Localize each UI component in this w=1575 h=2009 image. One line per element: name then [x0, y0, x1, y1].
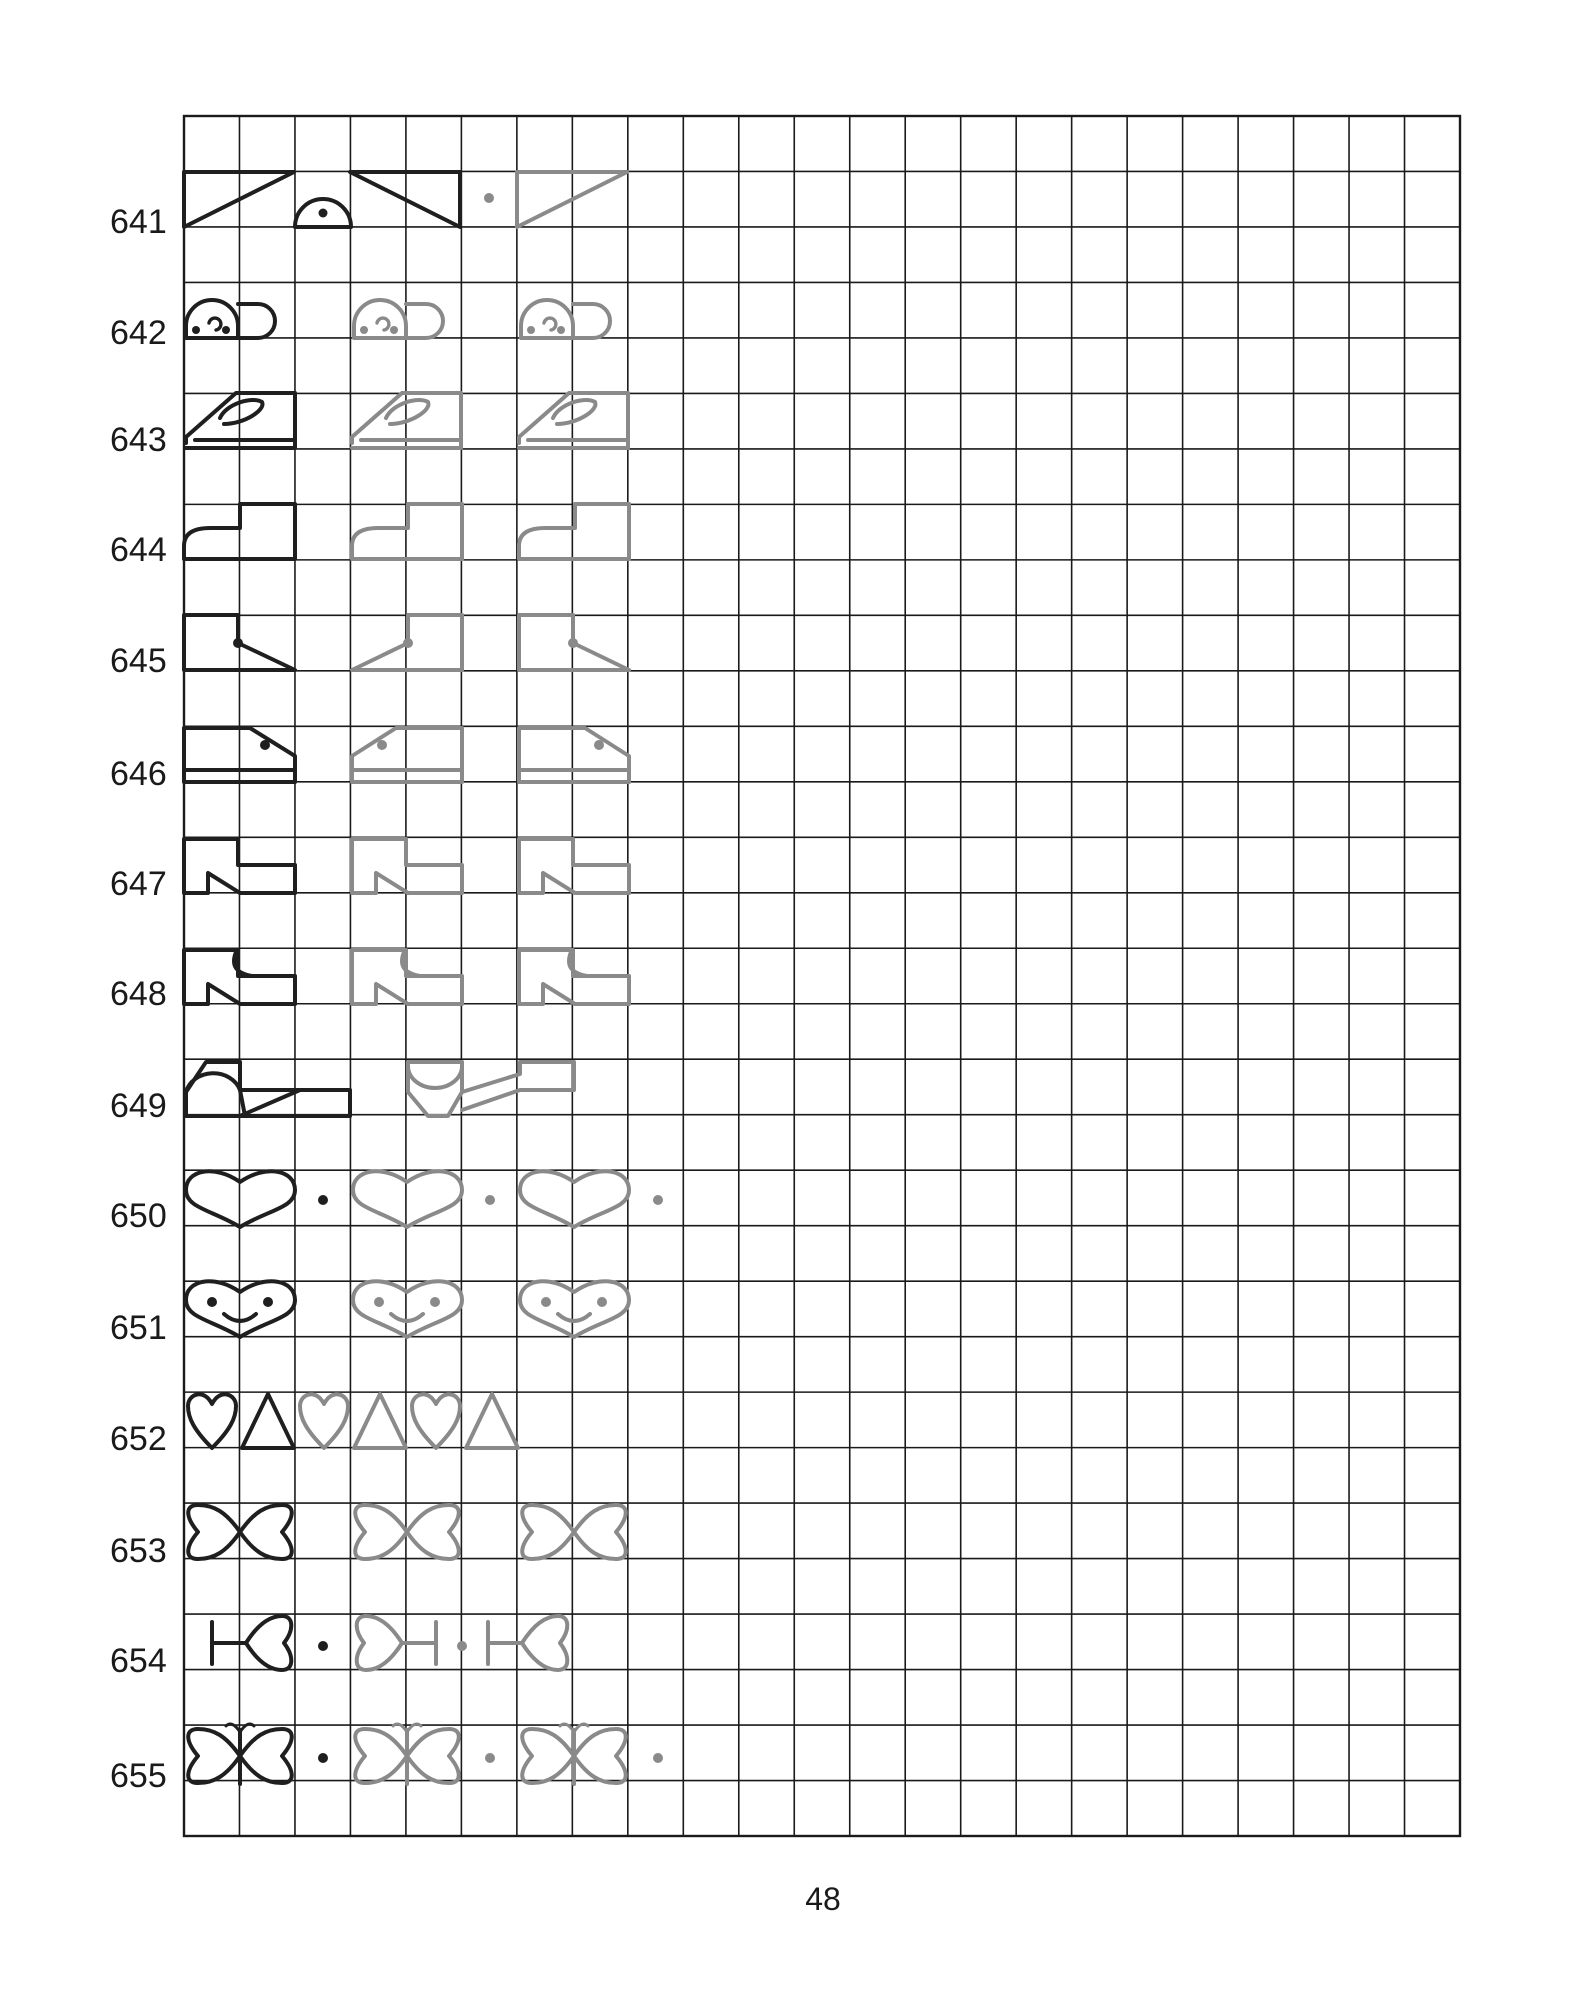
iron-shape — [186, 393, 295, 448]
pattern-650 — [186, 1171, 663, 1227]
pattern-649 — [186, 1062, 574, 1116]
triangle-shape — [354, 1394, 406, 1448]
double-heart-shape — [522, 1505, 626, 1559]
heart-arrow-shape — [212, 1616, 291, 1670]
pattern-652 — [188, 1394, 518, 1448]
pattern-642 — [186, 300, 610, 338]
dot-marker — [653, 1195, 663, 1205]
pattern-654 — [212, 1616, 567, 1670]
butterfly-shape — [188, 1724, 292, 1784]
dot-marker — [653, 1753, 663, 1763]
smiling-heart-shape — [520, 1281, 629, 1337]
smiling-heart-shape — [186, 1281, 295, 1337]
exercise-number: 645 — [110, 642, 167, 680]
exercise-number: 642 — [110, 314, 167, 352]
heart-shape — [186, 1171, 295, 1227]
butterfly-shape — [355, 1724, 459, 1784]
heart-shape — [412, 1394, 460, 1448]
double-heart-shape — [355, 1505, 459, 1559]
exercise-number: 647 — [110, 865, 167, 903]
shoe-shape — [519, 615, 629, 670]
heart-shape — [188, 1394, 236, 1448]
heart-shape — [300, 1394, 348, 1448]
pattern-655 — [188, 1724, 663, 1784]
exercise-number: 641 — [110, 203, 167, 241]
heart-arrow-shape — [357, 1616, 436, 1670]
whistle-shape — [408, 1062, 574, 1116]
exercise-number: 644 — [110, 531, 167, 569]
page-number: 48 — [805, 1881, 841, 1917]
exercise-number: 649 — [110, 1087, 167, 1125]
exercise-number: 652 — [110, 1420, 167, 1458]
exercise-number: 650 — [110, 1197, 167, 1235]
pattern-643 — [186, 393, 628, 448]
whistle-shape — [186, 1062, 350, 1116]
half-circle-shape — [295, 199, 351, 227]
heel-boot-shape — [519, 839, 629, 893]
iron-shape — [519, 393, 628, 448]
exercise-number: 643 — [110, 421, 167, 459]
sneaker-shape — [352, 728, 462, 782]
heart-shape — [520, 1171, 629, 1227]
dot-marker — [457, 1641, 467, 1651]
snail-shape — [186, 300, 275, 338]
exercise-numbers — [110, 203, 167, 1795]
dot-marker — [318, 1641, 328, 1651]
boot-shape — [352, 504, 462, 559]
triangle-shape — [466, 1394, 518, 1448]
boot-shape — [519, 504, 629, 559]
dot-marker — [485, 1753, 495, 1763]
exercise-number: 655 — [110, 1757, 167, 1795]
smiling-heart-shape — [353, 1281, 462, 1337]
shoe-shape — [352, 615, 462, 670]
exercise-number: 653 — [110, 1532, 167, 1570]
dot-marker — [485, 1195, 495, 1205]
heel-boot-shape — [519, 950, 629, 1004]
dot-marker — [318, 1195, 328, 1205]
heart-arrow-shape — [488, 1616, 567, 1670]
pattern-651 — [186, 1281, 629, 1337]
iron-shape — [352, 393, 461, 448]
pattern-653 — [188, 1505, 626, 1559]
dot-marker — [484, 193, 494, 203]
exercise-number: 648 — [110, 975, 167, 1013]
dot-marker — [318, 1753, 328, 1763]
triangle-shape — [350, 172, 460, 227]
exercise-number: 646 — [110, 755, 167, 793]
heel-boot-shape — [352, 839, 462, 893]
triangle-shape — [242, 1394, 294, 1448]
exercise-number: 651 — [110, 1309, 167, 1347]
heel-boot-shape — [352, 950, 462, 1004]
grid-border — [184, 116, 1460, 1836]
snail-shape — [521, 300, 610, 338]
butterfly-shape — [522, 1724, 626, 1784]
exercise-number: 654 — [110, 1642, 167, 1680]
graph-paper-grid — [184, 116, 1460, 1836]
heart-shape — [353, 1171, 462, 1227]
snail-shape — [354, 300, 443, 338]
sneaker-shape — [519, 728, 629, 782]
